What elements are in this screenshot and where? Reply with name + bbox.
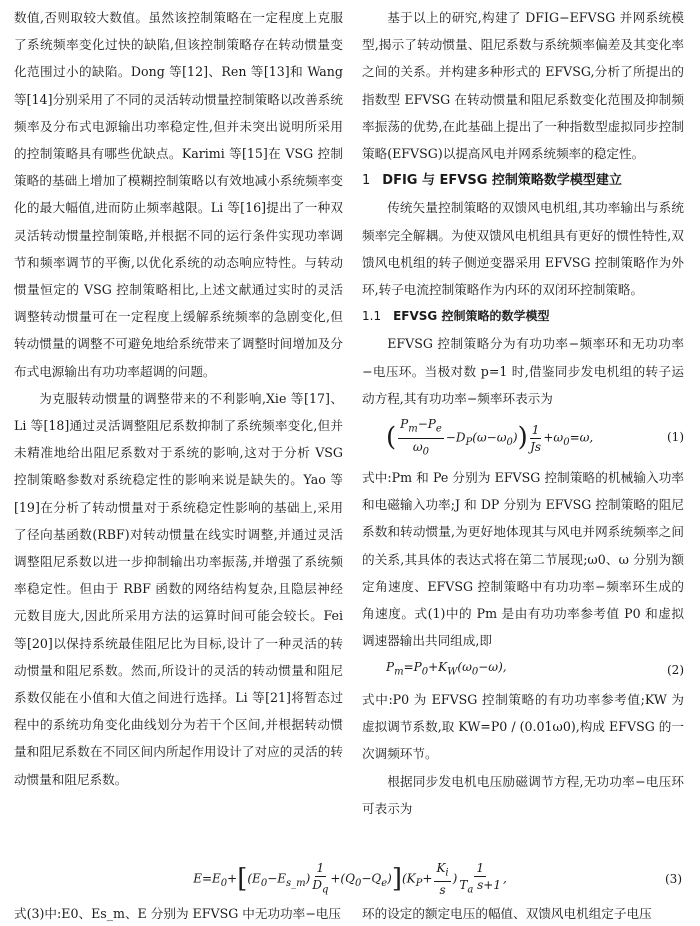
- left-column: [14, 4, 343, 793]
- subsection-title: EFVSG 控制策略的数学模型: [393, 309, 550, 324]
- left-paragraph-1: 数值,否则取较大数值。虽然该控制策略在一定程度上克服了系统频率变化过快的缺陷,但该控制策略存在转动惯量变化范围过小的缺陷。Dong 等[12]、Ren 等[13]和 Wang 等[14]分别采用了不同的灵活转动惯量控制策略以改善系统频率及分布式电源输出功率稳定性,但并未突出说明所采用的控制策略具有哪些优缺点。Karimi 等[15]在 VSG 控制策略的基础上增加了模糊控制策略以有效地减小系统频率变化的最大幅值,进而防止频率越限。Li 等[16]提出了一种双灵活转动惯量控制策略,并根据不同的运行条件实现功率调节和频率调节的平衡,以优化系统的动态响应特性。与转动惯量恒定的 VSG 控制策略相比,上述文献通过实时的灵活调整转动惯量可在一定程度上缓解系统频率的急剧变化,但转动惯量的调整不可避免地给系统带来了调整时间增加及分布式电源输出有功功率超调的问题。: [14, 10, 343, 379]
- section-title: DFIG 与 EFVSG 控制策略数学模型建立: [382, 173, 622, 189]
- right-column: [362, 4, 684, 822]
- section-heading-1: [362, 167, 684, 194]
- right-paragraph-3: EFVSG 控制策略分为有功功率−频率环和无功功率−电压环。当极对数 p=1 时,借鉴同步发电机组的转子运动方程,其有功功率−频率环表示为: [362, 336, 684, 406]
- left-paragraph-2: 为克服转动惯量的调整带来的不利影响,Xie 等[17]、Li 等[18]通过灵活调整阻尼系数抑制了系统频率变化,但并未精准地给出阻尼系数对于系统的影响,这对于分析 VSG 控制策略参数对系统稳定性的影响来说是缺失的。Yao 等[19]在分析了转动惯量对于系统稳定性影响的基础上,采用了径向基函数(RBF)对转动惯量在线实时调整,并通过灵活调整阻尼系数以进一步抑制输出功率振荡,并增强了系统频率稳定性。但由于 RBF 函数的网络结构复杂,且隐层神经元数目庞大,因此所采用方法的运算时间可能会较长。Fei 等[20]以保持系统最佳阻尼比为目标,设计了一种灵活的转动惯量和阻尼系数。然而,所设计的灵活的转动惯量和阻尼系数仅能在小值和大值之间进行选择。Li 等[21]将暂态过程中的系统功角变化曲线划分为若干个区间,并根据转动惯量和阻尼系数在不同区间内所起作用设计了对应的灵活的转动惯量和阻尼系数。: [14, 390, 343, 787]
- equation-3: $E=E_0+[(E_0-E_{s\_m})$ $\frac{1}{D_q}$ $+(Q_0-Q_e)](K_P+$ $\frac{K_i}{s}$ ) $\frac{1}{T_a s+1}$ , (3): [193, 860, 682, 898]
- right-paragraph-6: 根据同步发电机电压励磁调节方程,无功功率−电压环可表示为: [362, 773, 684, 816]
- section-number: 1: [362, 173, 371, 189]
- subsection-heading-1-1: [362, 303, 684, 330]
- equation-2-number: (2): [667, 662, 684, 677]
- right-paragraph-5: 式中:P0 为 EFVSG 控制策略的有功功率参考值;KW 为虚拟调节系数,取 KW=P0 / (0.01ω0),构成 EFVSG 的一次调频环节。: [362, 692, 684, 762]
- equation-1: ( $\frac{P_m-P_e}{\omega_0}$ $-D_P(\omega-\omega_0)$) $\frac{1}{Js}$ $+\omega_0=\omega$, (1): [386, 417, 684, 457]
- subsection-number: 1.1: [362, 309, 382, 324]
- right-paragraph-2: 传统矢量控制策略的双馈风电机组,其功率输出与系统频率完全解耦。为使双馈风电机组具有更好的惯性特性,双馈风电机组的转子侧逆变器采用 EFVSG 控制策略作为外环,转子电流控制策略作为内环的双闭环控制策略。: [362, 200, 684, 298]
- right-paragraph-4: 式中:Pm 和 Pe 分别为 EFVSG 控制策略的机械输入功率和电磁输入功率;J 和 DP 分别为 EFVSG 控制策略的阻尼系数和转动惯量,为更好地体现其与风电并网系统频率之间的关系,其具体的表达式将在第二节展现;ω0、ω 分别为额定角速度、EFVSG 控制策略中有功功率−频率环生成的角速度。式(1)中的 Pm 是由有功功率参考值 P0 和虚拟调速器输出共同组成,即: [362, 470, 684, 649]
- equation-1-number: (1): [667, 430, 684, 445]
- equation-2: $P_m=P_0+K_W(\omega_0-\omega)$, (2): [362, 654, 684, 686]
- bottom-left-line: 式(3)中:E0、Es_m、E 分别为 EFVSG 中无功功率−电压: [14, 906, 341, 921]
- right-paragraph-1: 基于以上的研究,构建了 DFIG−EFVSG 并网系统模型,揭示了转动惯量、阻尼系数与系统频率偏差及其变化率之间的关系。并构建多种形式的 EFVSG,分析了所提出的指数型 EFVSG 在转动惯量和阻尼系数变化范围及抑制频率振荡的优势,在此基础上提出了一种指数型虚拟同步控制策略(EFVSG)以提高风电并网系统频率的稳定性。: [362, 10, 684, 162]
- bottom-right-line: 环的设定的额定电压的幅值、双馈风电机组定子电压: [362, 906, 652, 921]
- equation-3-number: (3): [665, 872, 682, 886]
